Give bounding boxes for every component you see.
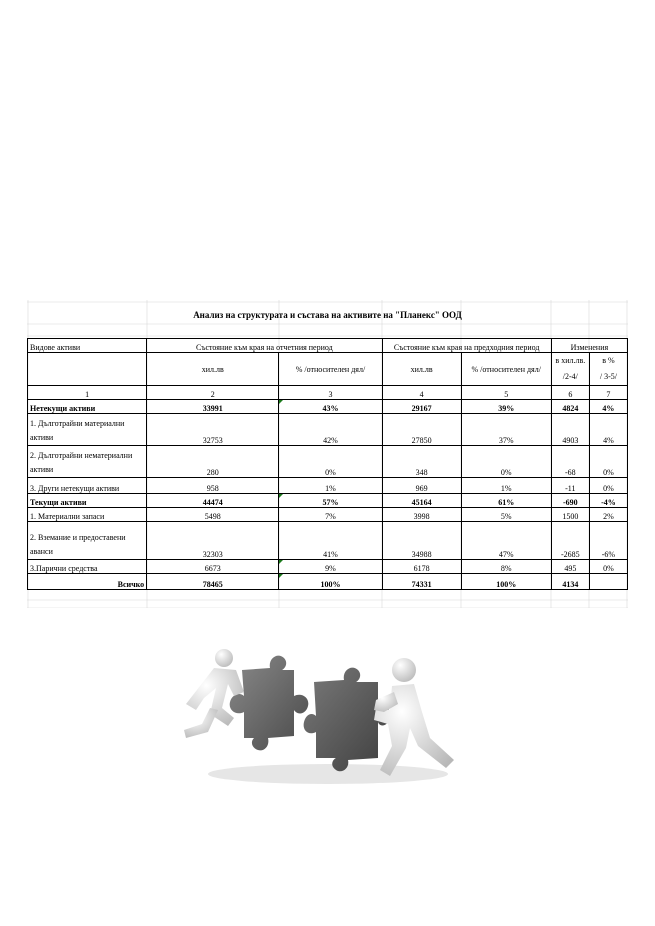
- table-row: [28, 494, 628, 508]
- cell-change-percent: [589, 574, 627, 590]
- cell-change-percent: -6%: [589, 522, 627, 560]
- cell-current-value: 78465: [147, 574, 279, 590]
- cell-previous-percent: 8%: [461, 560, 551, 574]
- cell-current-value: 958: [147, 478, 279, 494]
- col-number: 1: [28, 386, 147, 400]
- row-label: 1. Дълготрайни материални активи: [28, 414, 147, 446]
- cell-previous-value: 3998: [382, 508, 461, 522]
- cell-change-percent: 2%: [589, 508, 627, 522]
- cell-current-percent: 9%: [279, 560, 382, 574]
- table-row: [28, 400, 628, 414]
- header-change-abs-line1: в хил.лв.: [555, 356, 586, 365]
- cell-change-value: -690: [551, 494, 589, 508]
- col-number: 6: [551, 386, 589, 400]
- cell-previous-value: 29167: [382, 400, 461, 414]
- cell-change-value: 4903: [551, 414, 589, 446]
- table-row: [28, 560, 628, 574]
- cell-current-percent: 57%: [279, 494, 382, 508]
- cell-change-value: -68: [551, 446, 589, 478]
- col-number: 3: [279, 386, 382, 400]
- right-figure: [374, 658, 454, 776]
- cell-previous-value: 45164: [382, 494, 461, 508]
- header-asset-type: Видове активи: [28, 339, 147, 353]
- cell-previous-value: 27850: [382, 414, 461, 446]
- header-row-1: [28, 339, 628, 353]
- cell-previous-value: 969: [382, 478, 461, 494]
- cell-previous-value: 34988: [382, 522, 461, 560]
- col-number: 4: [382, 386, 461, 400]
- cell-previous-percent: 47%: [461, 522, 551, 560]
- cell-previous-percent: 0%: [461, 446, 551, 478]
- cell-change-percent: 4%: [589, 400, 627, 414]
- cell-previous-percent: 61%: [461, 494, 551, 508]
- table-row: [28, 414, 628, 446]
- assets-table: [27, 338, 628, 590]
- cell-current-value: 6673: [147, 560, 279, 574]
- header-previous-thousand: хил.лв: [382, 353, 461, 386]
- puzzle-people-illustration: [178, 648, 466, 790]
- cell-change-value: 4134: [551, 574, 589, 590]
- col-number: 7: [589, 386, 627, 400]
- header-change-pct-line1: в %: [602, 356, 615, 365]
- left-figure: [184, 649, 244, 738]
- table-row: [28, 522, 628, 560]
- header-current-percent: % /относителен дял/: [279, 353, 382, 386]
- table-row: [28, 508, 628, 522]
- cell-current-value: 32753: [147, 414, 279, 446]
- shadow: [208, 764, 448, 784]
- cell-current-value: 5498: [147, 508, 279, 522]
- cell-previous-value: 348: [382, 446, 461, 478]
- cell-change-percent: -4%: [589, 494, 627, 508]
- cell-current-percent: 42%: [279, 414, 382, 446]
- cell-current-percent: 7%: [279, 508, 382, 522]
- header-current-period: Състояние към края на отчетния период: [147, 339, 382, 353]
- table-row: [28, 446, 628, 478]
- header-change-pct-line2: / 3-5/: [599, 372, 617, 381]
- puzzle-piece-left: [230, 656, 309, 751]
- total-row: [28, 574, 628, 590]
- cell-previous-percent: 37%: [461, 414, 551, 446]
- cell-current-value: 33991: [147, 400, 279, 414]
- header-previous-percent: % /относителен дял/: [461, 353, 551, 386]
- table-row: [28, 478, 628, 494]
- cell-change-value: 4824: [551, 400, 589, 414]
- cell-previous-value: 74331: [382, 574, 461, 590]
- cell-change-percent: 0%: [589, 446, 627, 478]
- row-label: 3. Други нетекущи активи: [28, 478, 147, 494]
- spreadsheet-area: [27, 300, 628, 608]
- row-label: Нетекущи активи: [28, 400, 147, 414]
- row-label: 3.Парични средства: [28, 560, 147, 574]
- col-number: 5: [461, 386, 551, 400]
- cell-current-value: 280: [147, 446, 279, 478]
- header-previous-period: Състояние към края на предходния период: [382, 339, 551, 353]
- cell-previous-percent: 1%: [461, 478, 551, 494]
- cell-change-percent: 0%: [589, 478, 627, 494]
- row-label: Всичко: [28, 574, 147, 590]
- header-empty-cell: [28, 353, 147, 386]
- header-current-thousand: хил.лв: [147, 353, 279, 386]
- cell-current-percent: 43%: [279, 400, 382, 414]
- cell-change-percent: 4%: [589, 414, 627, 446]
- col-number: 2: [147, 386, 279, 400]
- cell-current-percent: 41%: [279, 522, 382, 560]
- cell-current-percent: 0%: [279, 446, 382, 478]
- cell-previous-percent: 100%: [461, 574, 551, 590]
- cell-current-value: 44474: [147, 494, 279, 508]
- cell-current-value: 32303: [147, 522, 279, 560]
- cell-change-value: 495: [551, 560, 589, 574]
- cell-current-percent: 1%: [279, 478, 382, 494]
- header-row-2: [28, 353, 628, 386]
- cell-change-percent: 0%: [589, 560, 627, 574]
- header-change-pct: [589, 353, 627, 386]
- header-change-abs-line2: /2-4/: [562, 372, 578, 381]
- cell-previous-percent: 5%: [461, 508, 551, 522]
- table-title: Анализ на структурата и състава на активите на "Планекс" ООД: [193, 310, 462, 320]
- cell-previous-value: 6178: [382, 560, 461, 574]
- cell-change-value: -11: [551, 478, 589, 494]
- header-changes: Изменения: [551, 339, 627, 353]
- header-change-abs: [551, 353, 589, 386]
- row-label: 1. Материални запаси: [28, 508, 147, 522]
- cell-change-value: 1500: [551, 508, 589, 522]
- row-label: Текущи активи: [28, 494, 147, 508]
- row-label: 2. Дълготрайни нематериални активи: [28, 446, 147, 478]
- cell-previous-percent: 39%: [461, 400, 551, 414]
- column-number-row: [28, 386, 628, 400]
- cell-change-value: -2685: [551, 522, 589, 560]
- row-label: 2. Вземание и предоставени аванси: [28, 522, 147, 560]
- cell-current-percent: 100%: [279, 574, 382, 590]
